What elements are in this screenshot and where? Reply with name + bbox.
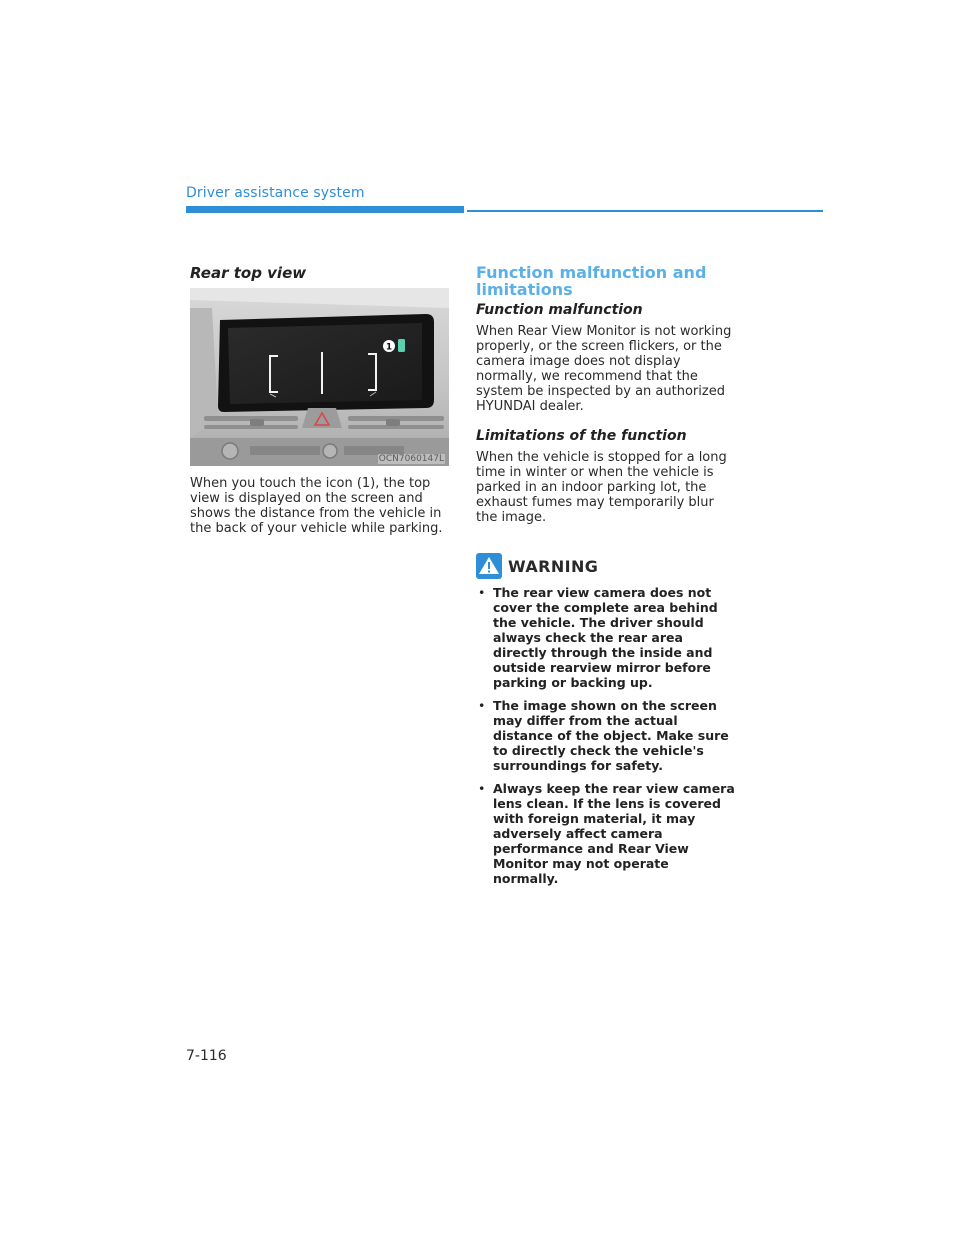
malfunction-text: When Rear View Monitor is not working properly, or the screen flickers, or the camera image does not display normally, we recommend that the system be inspected by an authorized HYUNDAI dealer.: [476, 324, 732, 414]
rear-top-view-description: When you touch the icon (1), the top view is displayed on the screen and shows the distance from the vehicle in the back of your vehicle while parking.: [190, 476, 443, 536]
header-rule-thick: [186, 206, 464, 213]
warning-triangle-icon: [476, 553, 502, 579]
left-column: [190, 264, 452, 536]
figure-caption: OCN7060147L: [378, 454, 444, 464]
warning-item: • The image shown on the screen may differ from the actual distance of the object. Make sure to directly check the vehicle's surroundings for safety.: [476, 698, 738, 773]
right-column: [476, 264, 738, 894]
section-title-function-malfunction-limitations: Function malfunction and limitations: [476, 263, 707, 299]
warning-label: WARNING: [508, 556, 599, 576]
subsection-title-limitations: Limitations of the function: [476, 428, 687, 444]
warning-item: • Always keep the rear view camera lens clean. If the lens is covered with foreign material, it may adversely affect camera performance and Rear View Monitor may not operate normally.: [476, 781, 738, 886]
dashboard-illustration: [190, 288, 449, 466]
page-number: 7-116: [186, 1048, 227, 1064]
warning-list: [476, 585, 738, 886]
warning-header: [476, 553, 738, 579]
dashboard-figure: [190, 288, 449, 466]
warning-item: • The rear view camera does not cover the complete area behind the vehicle. The driver should always check the rear area directly through the inside and outside rearview mirror before parking or backing up.: [476, 585, 738, 690]
limitations-text: When the vehicle is stopped for a long time in winter or when the vehicle is parked in an indoor parking lot, the exhaust fumes may temporarily blur the image.: [476, 450, 727, 525]
header-rule-thin: [467, 210, 823, 212]
header-title: Driver assistance system: [186, 185, 365, 201]
subsection-title-malfunction: Function malfunction: [476, 302, 643, 318]
section-title-rear-top-view: Rear top view: [190, 264, 307, 282]
svg-text:1: 1: [385, 342, 393, 353]
